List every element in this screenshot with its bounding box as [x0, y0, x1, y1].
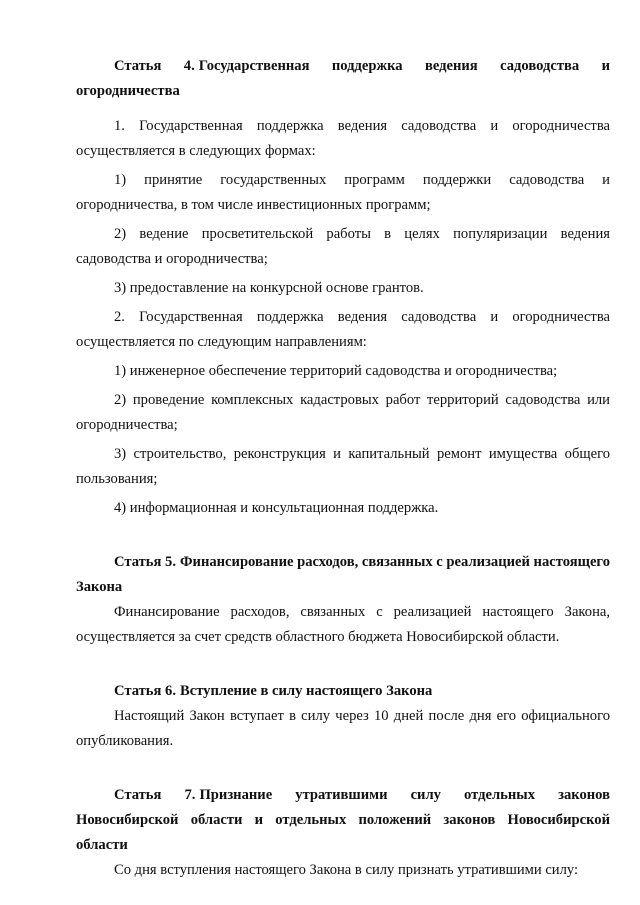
paragraph: 1) инженерное обеспечение территорий садоводства и огородничества; — [114, 363, 558, 379]
article-title: Государственная поддержка ведения садоводства и огородничества — [76, 58, 610, 99]
article-number: Статья 6. — [114, 683, 176, 699]
paragraph: Настоящий Закон вступает в силу через 10 дней после дня его официального опубликования. — [76, 708, 610, 749]
article-number: Статья 4. — [114, 58, 195, 74]
article-title: Признание утратившими силу отдельных законов Новосибирской области и отдельных положений законов Новосибирской области — [76, 787, 610, 853]
article-title: Финансирование расходов, связанных с реализацией настоящего Закона — [76, 554, 610, 595]
article-heading — [76, 54, 610, 104]
article-title: Вступление в силу настоящего Закона — [180, 683, 433, 699]
paragraph: 4) информационная и консультационная поддержка. — [114, 500, 439, 516]
document-page — [76, 54, 610, 887]
paragraph: 3) строительство, реконструкция и капитальный ремонт имущества общего пользования; — [76, 446, 610, 487]
article-5 — [76, 550, 610, 650]
paragraph: 2) ведение просветительской работы в целях популяризации ведения садоводства и огородничества; — [76, 226, 610, 267]
article-number: Статья 7. — [114, 787, 196, 803]
article-number: Статья 5. — [114, 554, 176, 570]
article-heading — [76, 679, 610, 704]
paragraph: Со дня вступления настоящего Закона в силу признать утратившими силу: — [114, 862, 579, 878]
paragraph: 1. Государственная поддержка ведения садоводства и огородничества осуществляется в следующих формах: — [76, 118, 610, 159]
paragraph: Финансирование расходов, связанных с реализацией настоящего Закона, осуществляется за счет средств областного бюджета Новосибирской области. — [76, 604, 610, 645]
article-heading — [76, 550, 610, 600]
paragraph: 2. Государственная поддержка ведения садоводства и огородничества осуществляется по следующим направлениям: — [76, 309, 610, 350]
paragraph: 3) предоставление на конкурсной основе грантов. — [114, 280, 424, 296]
article-4 — [76, 54, 610, 521]
article-7 — [76, 783, 610, 883]
paragraph: 1) принятие государственных программ поддержки садоводства и огородничества, в том числе инвестиционных программ; — [76, 172, 610, 213]
paragraph: 2) проведение комплексных кадастровых работ территорий садоводства или огородничества; — [76, 392, 610, 433]
article-6 — [76, 679, 610, 754]
article-heading — [76, 783, 610, 858]
